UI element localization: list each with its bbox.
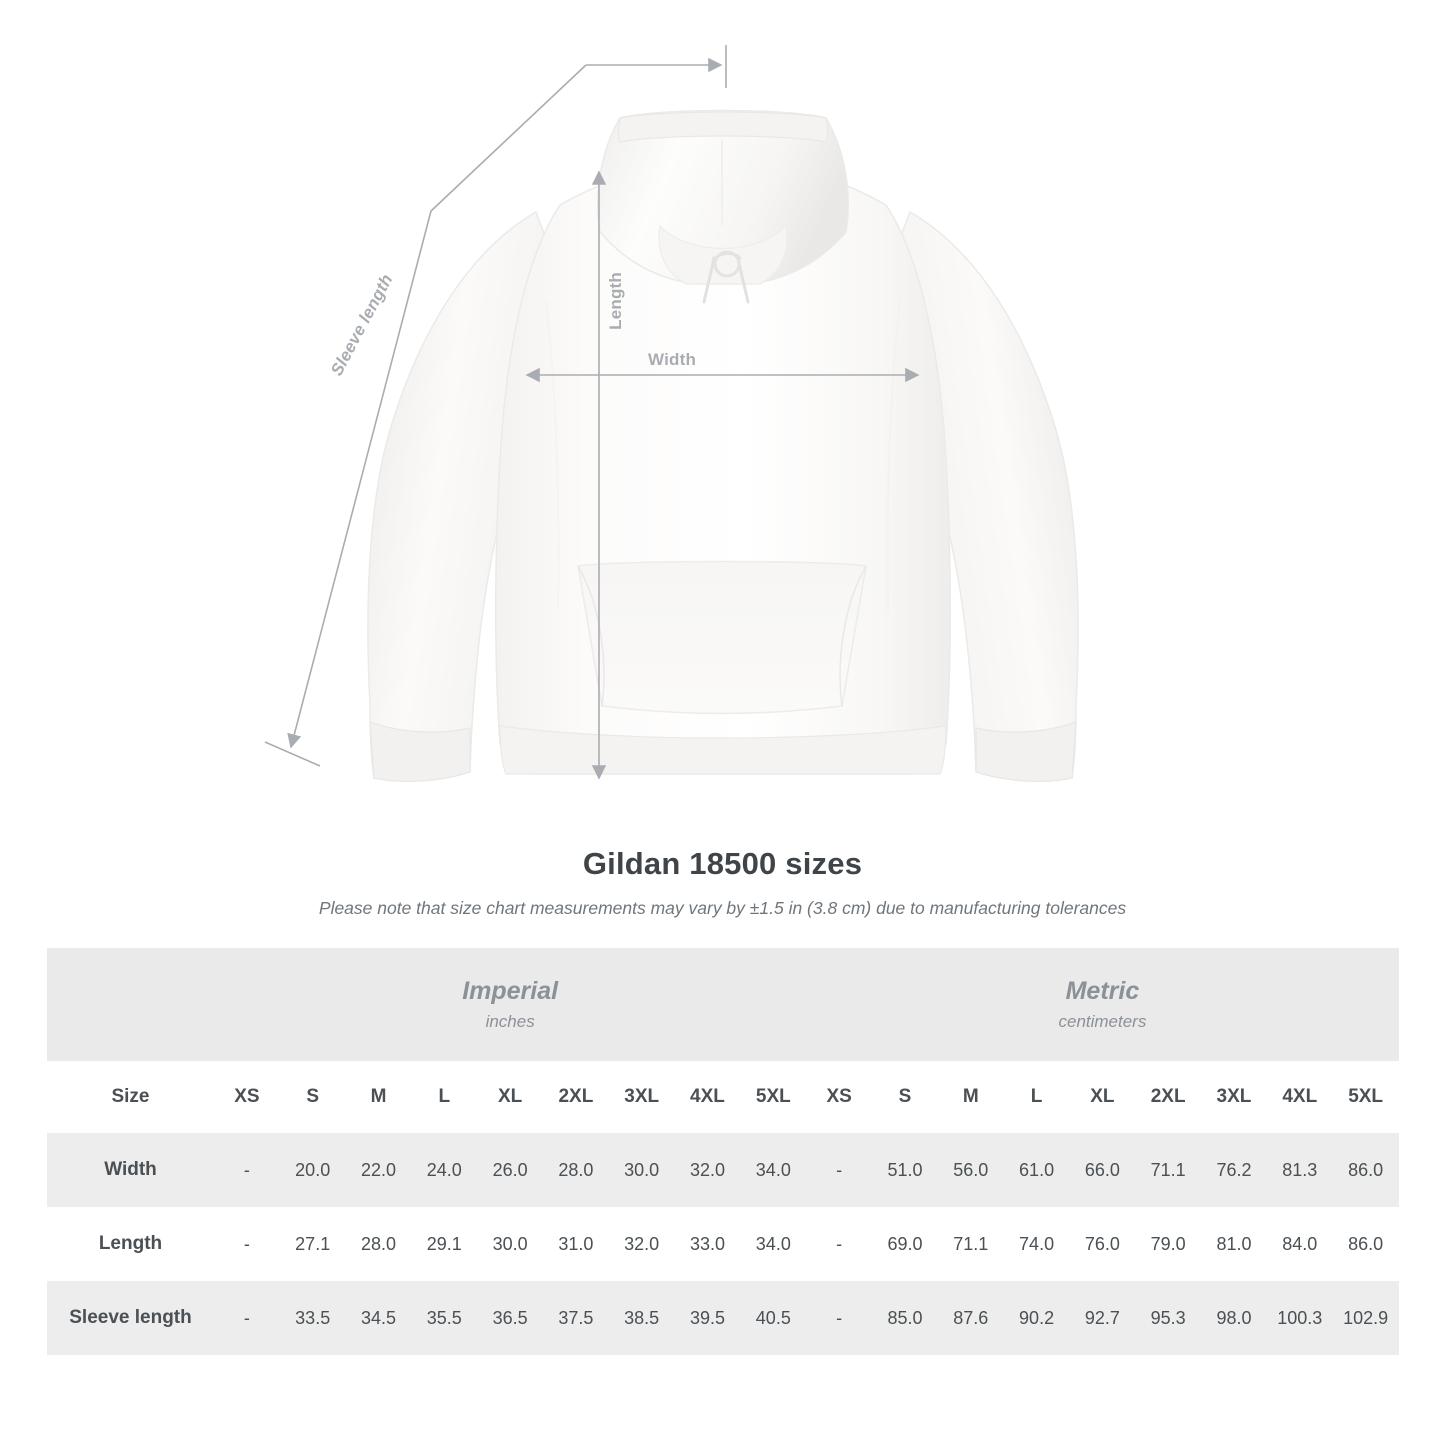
imperial-unit-header xyxy=(214,948,806,1061)
length-metric-3: 74.0 xyxy=(1004,1207,1070,1281)
length-imperial-1: 27.1 xyxy=(280,1207,346,1281)
size-header-imperial-0: XS xyxy=(214,1061,280,1133)
length-imperial-5: 31.0 xyxy=(543,1207,609,1281)
sleeve-metric-2: 87.6 xyxy=(938,1281,1004,1355)
metric-unit-name: Metric xyxy=(1065,977,1140,1006)
width-metric-7: 81.3 xyxy=(1267,1133,1333,1207)
table-row xyxy=(47,1133,1399,1207)
metric-unit-sub: centimeters xyxy=(1058,1011,1147,1031)
width-imperial-8: 34.0 xyxy=(740,1133,806,1207)
width-imperial-7: 32.0 xyxy=(675,1133,741,1207)
table-row xyxy=(47,1207,1399,1281)
title-block xyxy=(0,846,1445,919)
length-metric-8: 86.0 xyxy=(1333,1207,1399,1281)
sleeve-metric-7: 100.3 xyxy=(1267,1281,1333,1355)
length-imperial-2: 28.0 xyxy=(346,1207,412,1281)
width-label: Width xyxy=(648,350,697,369)
length-imperial-8: 34.0 xyxy=(740,1207,806,1281)
width-metric-2: 56.0 xyxy=(938,1133,1004,1207)
width-metric-4: 66.0 xyxy=(1069,1133,1135,1207)
length-metric-7: 84.0 xyxy=(1267,1207,1333,1281)
size-header-imperial-8: 5XL xyxy=(740,1061,806,1133)
sleeve-imperial-6: 38.5 xyxy=(609,1281,675,1355)
size-table-wrapper xyxy=(47,948,1398,1355)
size-header-metric-2: M xyxy=(938,1061,1004,1133)
sleeve-imperial-8: 40.5 xyxy=(740,1281,806,1355)
size-header-metric-4: XL xyxy=(1069,1061,1135,1133)
metric-unit-header xyxy=(806,948,1398,1061)
unit-header-row xyxy=(47,948,1399,1061)
size-header-row xyxy=(47,1061,1399,1133)
length-metric-1: 69.0 xyxy=(872,1207,938,1281)
sleeve-imperial-3: 35.5 xyxy=(411,1281,477,1355)
imperial-unit-sub: inches xyxy=(485,1011,535,1031)
page-title: Gildan 18500 sizes xyxy=(582,846,863,881)
size-header-imperial-1: S xyxy=(280,1061,346,1133)
sleeve-metric-4: 92.7 xyxy=(1069,1281,1135,1355)
size-header-metric-8: 5XL xyxy=(1333,1061,1399,1133)
size-header-metric-3: L xyxy=(1004,1061,1070,1133)
width-imperial-2: 22.0 xyxy=(346,1133,412,1207)
width-imperial-4: 26.0 xyxy=(477,1133,543,1207)
sleeve-metric-0: - xyxy=(806,1281,872,1355)
sleeve-imperial-7: 39.5 xyxy=(675,1281,741,1355)
length-metric-0: - xyxy=(806,1207,872,1281)
length-metric-5: 79.0 xyxy=(1135,1207,1201,1281)
size-header-metric-5: 2XL xyxy=(1135,1061,1201,1133)
width-metric-0: - xyxy=(806,1133,872,1207)
length-imperial-0: - xyxy=(214,1207,280,1281)
width-imperial-6: 30.0 xyxy=(609,1133,675,1207)
width-metric-8: 86.0 xyxy=(1333,1133,1399,1207)
sleeve-metric-3: 90.2 xyxy=(1004,1281,1070,1355)
size-header-imperial-7: 4XL xyxy=(675,1061,741,1133)
length-label: Length xyxy=(606,272,625,330)
length-metric-4: 76.0 xyxy=(1069,1207,1135,1281)
width-imperial-3: 24.0 xyxy=(411,1133,477,1207)
row-label-length: Length xyxy=(47,1207,214,1281)
sleeve-metric-8: 102.9 xyxy=(1333,1281,1399,1355)
size-header-metric-0: XS xyxy=(806,1061,872,1133)
width-imperial-1: 20.0 xyxy=(280,1133,346,1207)
length-imperial-7: 33.0 xyxy=(675,1207,741,1281)
sleeve-metric-5: 95.3 xyxy=(1135,1281,1201,1355)
size-header-metric-6: 3XL xyxy=(1201,1061,1267,1133)
sleeve-metric-6: 98.0 xyxy=(1201,1281,1267,1355)
length-imperial-3: 29.1 xyxy=(411,1207,477,1281)
tolerance-note: Please note that size chart measurements may vary by ±1.5 in (3.8 cm) due to manufacturing tolerances xyxy=(318,898,1127,918)
length-metric-6: 81.0 xyxy=(1201,1207,1267,1281)
size-table xyxy=(47,948,1399,1355)
size-header-imperial-5: 2XL xyxy=(543,1061,609,1133)
size-header-imperial-3: L xyxy=(411,1061,477,1133)
size-header-metric-1: S xyxy=(872,1061,938,1133)
sleeve-imperial-0: - xyxy=(214,1281,280,1355)
sleeve-length-label: Sleeve length xyxy=(327,270,397,379)
sleeve-metric-1: 85.0 xyxy=(872,1281,938,1355)
length-imperial-4: 30.0 xyxy=(477,1207,543,1281)
size-header-imperial-4: XL xyxy=(477,1061,543,1133)
sleeve-imperial-5: 37.5 xyxy=(543,1281,609,1355)
sleeve-imperial-2: 34.5 xyxy=(346,1281,412,1355)
sleeve-imperial-1: 33.5 xyxy=(280,1281,346,1355)
width-imperial-0: - xyxy=(214,1133,280,1207)
size-header-imperial-6: 3XL xyxy=(609,1061,675,1133)
width-metric-3: 61.0 xyxy=(1004,1133,1070,1207)
size-header-metric-7: 4XL xyxy=(1267,1061,1333,1133)
imperial-unit-name: Imperial xyxy=(462,977,559,1006)
width-metric-1: 51.0 xyxy=(872,1133,938,1207)
size-label: Size xyxy=(47,1061,214,1133)
width-imperial-5: 28.0 xyxy=(543,1133,609,1207)
unit-spacer xyxy=(47,948,214,1061)
table-row xyxy=(47,1281,1399,1355)
length-imperial-6: 32.0 xyxy=(609,1207,675,1281)
row-label-sleeve-length: Sleeve length xyxy=(47,1281,214,1355)
width-metric-5: 71.1 xyxy=(1135,1133,1201,1207)
length-metric-2: 71.1 xyxy=(938,1207,1004,1281)
row-label-width: Width xyxy=(47,1133,214,1207)
size-header-imperial-2: M xyxy=(346,1061,412,1133)
sleeve-imperial-4: 36.5 xyxy=(477,1281,543,1355)
width-metric-6: 76.2 xyxy=(1201,1133,1267,1207)
